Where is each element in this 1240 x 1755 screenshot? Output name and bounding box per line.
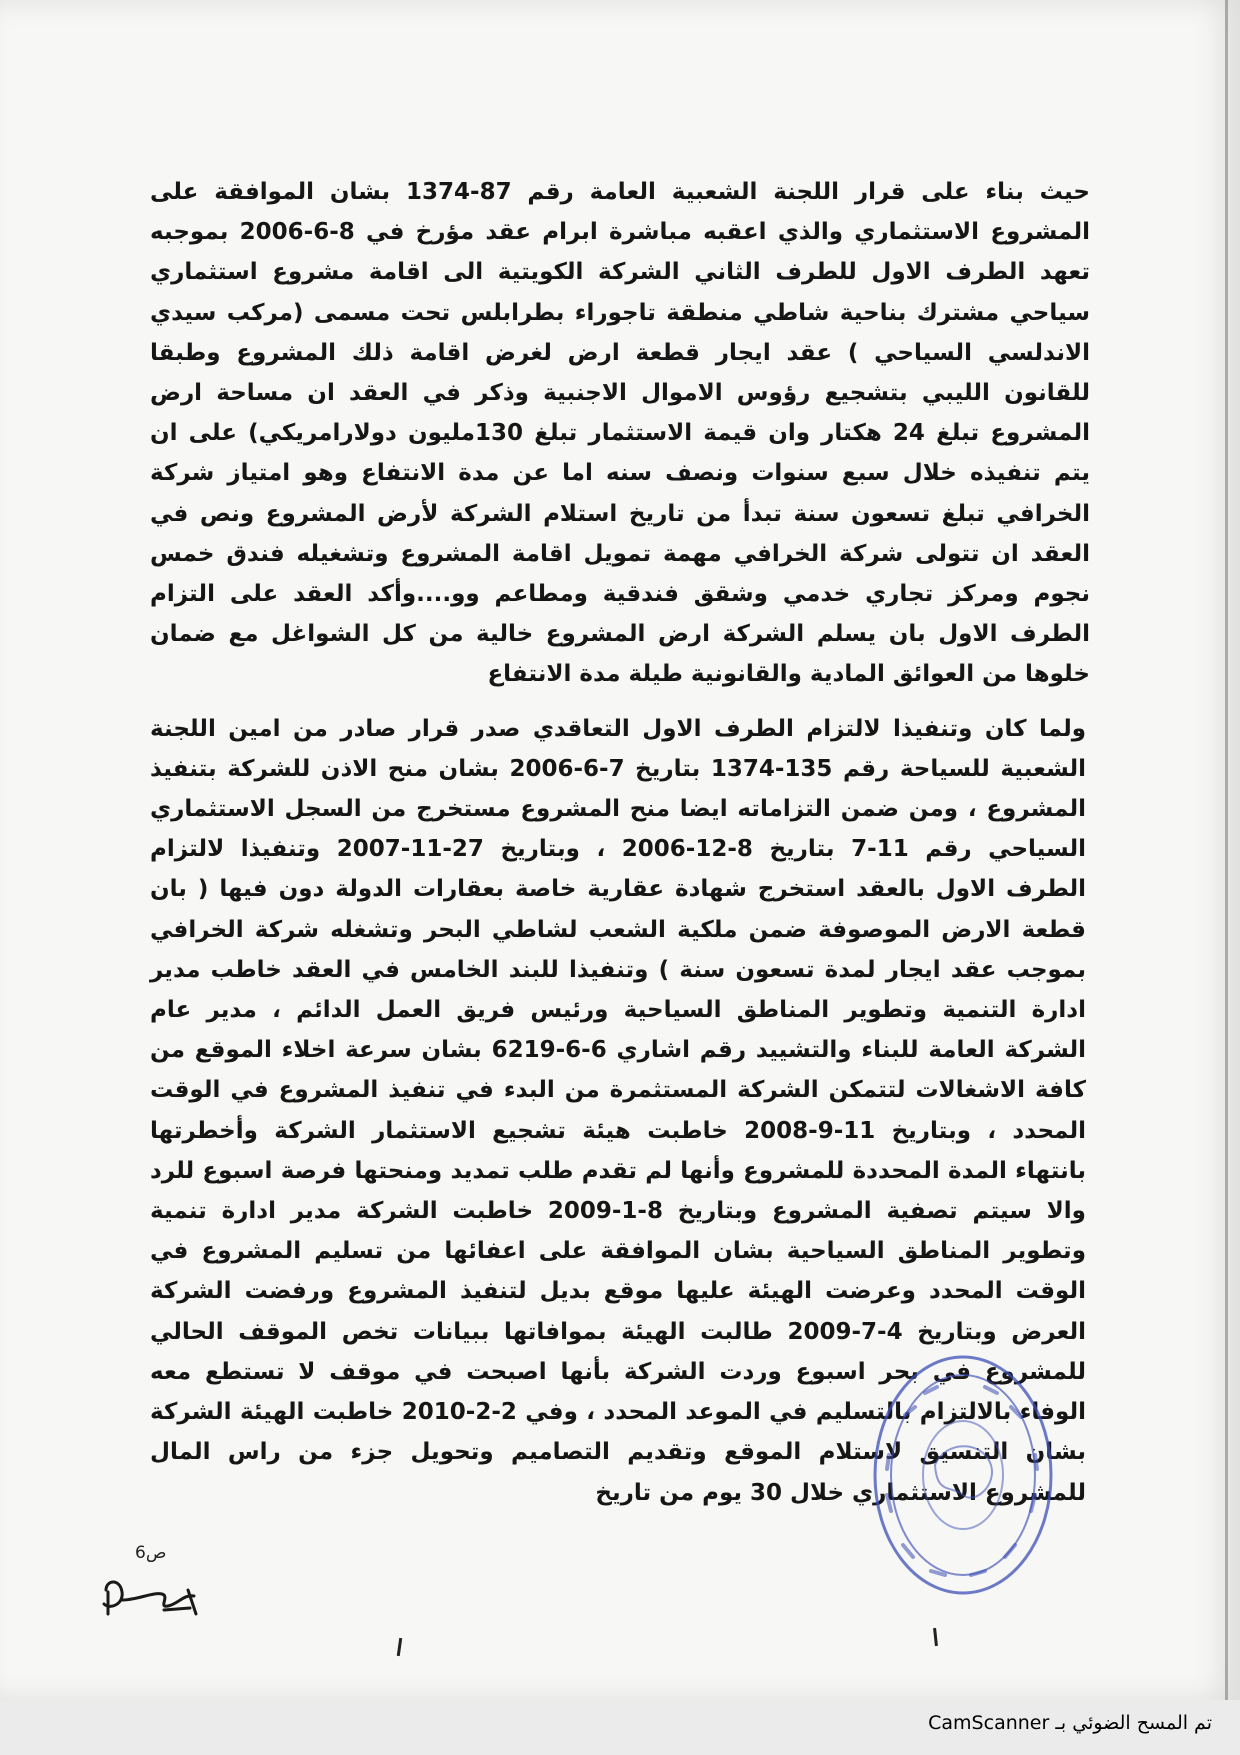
signature-graphic bbox=[98, 1570, 208, 1630]
official-stamp bbox=[865, 1345, 1065, 1605]
scanner-watermark: تم المسح الضوئي بـ CamScanner bbox=[928, 1712, 1212, 1734]
scan-mark-right bbox=[933, 1628, 938, 1646]
paragraph-1: حيث بناء على قرار اللجنة الشعبية العامة رقم 87-1374 بشان الموافقة على المشروع الاستثماري والذي اعقبه مباشرة ابرام عقد مؤرخ في 8-6-2006 بموجبه تعهد الطرف الاول للطرف الثاني الشركة الكويتية الى اقامة مشروع استثماري سياحي مشترك بناحية شاطي منطقة تاجوراء بطرابلس تحت مسمى (مركب سيدي الاندلسي السياحي ) عقد ايجار قطعة ارض لغرض اقامة ذلك المشروع وطبقا للقانون الليبي بتشجيع رؤوس الاموال الاجنبية وذكر في العقد ان مساحة ارض المشروع تبلغ 24 هكتار وان قيمة الاستثمار تبلغ 130مليون دولارامريكي) على ان يتم تنفيذه خلال سبع سنوات ونصف سنه اما عن مدة الانتفاع وهو امتياز شركة الخرافي تبلغ تسعون سنة تبدأ من تاريخ استلام الشركة لأرض المشروع ونص في العقد ان تتولى شركة الخرافي مهمة تمويل اقامة المشروع وتشغيله فندق خمس نجوم ومركز تجاري خدمي وشقق فندقية ومطاعم وو....وأكد العقد على التزام الطرف الاول بان يسلم الشركة ارض المشروع خالية من كل الشواغل مع ضمان خلوها من العوائق المادية والقانونية طيلة مدة الانتفاع bbox=[150, 179, 1090, 688]
scan-mark-left bbox=[397, 1638, 402, 1656]
page-number: ص6 bbox=[135, 1543, 167, 1563]
document-body bbox=[150, 172, 1090, 1513]
page-edge-shadow bbox=[1225, 0, 1228, 1700]
paragraph-2: ولما كان وتنفيذا لالتزام الطرف الاول التعاقدي صدر قرار صادر من امين اللجنة الشعبية للسياحة رقم 135-1374 بتاريخ 7-6-2006 بشان منح الاذن للشركة بتنفيذ المشروع ، ومن ضمن التزاماته ايضا منح المشروع مستخرج من السجل الاستثماري السياحي رقم 11-7 بتاريخ 8-12-2006 ، وبتاريخ 27-11-2007 وتنفيذا لالتزام الطرف الاول بالعقد استخرج شهادة عقارية خاصة بعقارات الدولة دون فيها ( بان قطعة الارض الموصوفة ضمن ملكية الشعب لشاطي البحر وتشغله شركة الخرافي بموجب عقد ايجار لمدة تسعون سنة ) وتنفيذا للبند الخامس في العقد خاطب مدير ادارة التنمية وتطوير المناطق السياحية ورئيس فريق العمل الدائم ، مدير عام الشركة العامة للبناء والتشييد رقم اشاري 6-6-6219 بشان سرعة اخلاء الموقع من كافة الاشغالات لتتمكن الشركة المستثمرة من البدء في تنفيذ المشروع في الوقت المحدد ، وبتاريخ 11-9-2008 خاطبت هيئة تشجيع الاستثمار الشركة وأخطرتها بانتهاء المدة المحددة للمشروع وأنها لم تقدم طلب تمديد ومنحتها فرصة اسبوع للرد والا سيتم تصفية المشروع وبتاريخ 8-1-2009 خاطبت الشركة مدير ادارة تنمية وتطوير المناطق السياحية بشان الموافقة على اعفائها من تسليم المشروع في الوقت المحدد وعرضت الهيئة عليها موقع بديل لتنفيذ المشروع ورفضت الشركة العرض وبتاريخ 4-7-2009 طالبت الهيئة بموافاتها ببيانات تخص الموقف الحالي للمشروع في بحر اسبوع وردت الشركة بأنها اصبحت في موقف لا تستطع معه الوفاء بالالتزام بالتسليم في الموعد المحدد ، وفي 2-2-2010 خاطبت الهيئة الشركة بشان التنسيق لاستلام الموقع وتقديم التصاميم وتحويل جزء من راس المال للمشروع الاستثماري خلال 30 يوم من تاريخ bbox=[150, 715, 1087, 1506]
